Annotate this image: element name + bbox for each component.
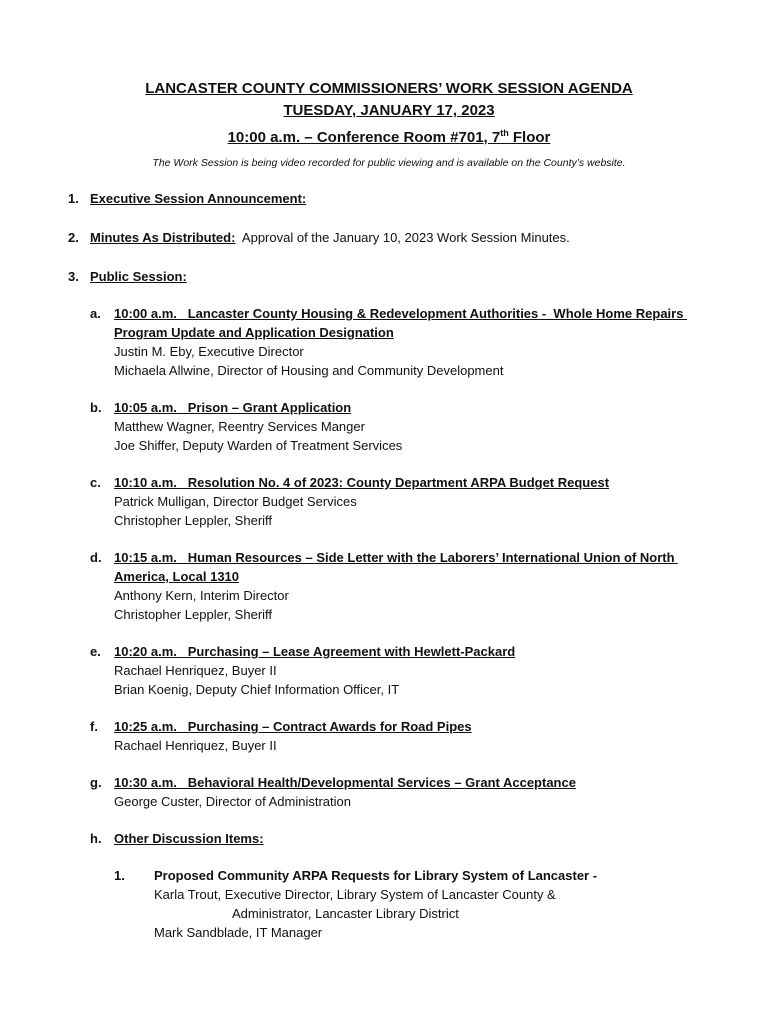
recording-note: The Work Session is being video recorded for public viewing and is available on the County’s website. [152,157,626,169]
item-title: 10:05 a.m. Prison – Grant Application [114,400,352,415]
presenter: Matthew Wagner, Reentry Services Manger [114,419,365,434]
presenter: Rachael Henriquez, Buyer II [114,663,277,678]
other-discussion-item-1 [114,866,710,942]
item-letter: c. [90,475,101,490]
item-title: Minutes As Distributed: [90,230,236,245]
presenter: Justin M. Eby, Executive Director [114,344,304,359]
item-body [114,398,710,455]
item-body [90,228,570,247]
item-title: 10:10 a.m. Resolution No. 4 of 2023: County Department ARPA Budget Request [114,475,610,490]
presenter: Anthony Kern, Interim Director [114,588,289,603]
agenda-item-3 [68,267,710,286]
item-body [114,304,710,380]
agenda-item-2 [68,228,710,247]
nested-number: 1. [114,868,125,883]
presenter: Christopher Leppler, Sheriff [114,513,273,528]
item-number: 2. [68,230,79,245]
nested-body [154,866,597,942]
item-number: 3. [68,269,79,284]
nested-title: Proposed Community ARPA Requests for Library System of Lancaster - [154,868,598,883]
item-body [90,267,187,286]
public-session-item-h [90,829,710,942]
item-body [114,642,710,699]
item-title: Executive Session Announcement: [90,191,307,206]
public-session-item-g [90,773,710,811]
public-session-item-e [90,642,710,699]
floor-label: Floor [508,129,551,146]
item-letter: d. [90,550,102,565]
item-title: 10:15 a.m. Human Resources – Side Letter with the Laborers’ International Union of North America, Local 1310 [114,550,678,584]
item-body [114,829,710,942]
agenda-title: LANCASTER COUNTY COMMISSIONERS’ WORK SESSION AGENDA [145,80,633,97]
item-title: 10:30 a.m. Behavioral Health/Developmental Services – Grant Acceptance [114,775,576,790]
item-body [114,473,710,530]
item-body [114,773,710,811]
item-text: Approval of the January 10, 2023 Work Session Minutes. [235,230,570,245]
public-session-item-c [90,473,710,530]
item-title: Other Discussion Items: [114,831,264,846]
presenter: Christopher Leppler, Sheriff [114,607,273,622]
item-letter: g. [90,775,102,790]
item-letter: b. [90,400,102,415]
presenter: Brian Koenig, Deputy Chief Information Officer, IT [114,682,400,697]
time-location-text: 10:00 a.m. – Conference Room #701, 7 [227,129,501,146]
presenter: Rachael Henriquez, Buyer II [114,738,277,753]
presenter: Karla Trout, Executive Director, Library System of Lancaster County & [154,887,556,902]
item-letter: f. [90,719,98,734]
item-body [114,548,710,624]
public-session-item-d [90,548,710,624]
item-title: 10:20 a.m. Purchasing – Lease Agreement with Hewlett-Packard [114,644,516,659]
agenda-item-1 [68,189,710,208]
item-title: 10:00 a.m. Lancaster County Housing & Redevelopment Authorities - Whole Home Repairs Program Update and Application Designation [114,306,688,340]
item-body [114,717,710,755]
presenter: Mark Sandblade, IT Manager [154,925,323,940]
agenda-time-location [68,122,710,149]
item-letter: h. [90,831,102,846]
item-letter: a. [90,306,101,321]
item-letter: e. [90,644,101,659]
public-session-list [90,304,710,942]
presenter: Patrick Mulligan, Director Budget Services [114,494,357,509]
agenda-date: TUESDAY, JANUARY 17, 2023 [283,102,495,119]
presenter: Michaela Allwine, Director of Housing and Community Development [114,363,504,378]
presenter-continued: Administrator, Lancaster Library District [232,906,459,921]
presenter: Joe Shiffer, Deputy Warden of Treatment Services [114,438,403,453]
agenda-header [68,78,710,169]
item-body [90,189,306,208]
floor-suffix: th [500,128,509,138]
public-session-item-a [90,304,710,380]
presenter: George Custer, Director of Administration [114,794,351,809]
item-title: Public Session: [90,269,187,284]
public-session-item-b [90,398,710,455]
item-number: 1. [68,191,79,206]
item-title: 10:25 a.m. Purchasing – Contract Awards for Road Pipes [114,719,472,734]
public-session-item-f [90,717,710,755]
